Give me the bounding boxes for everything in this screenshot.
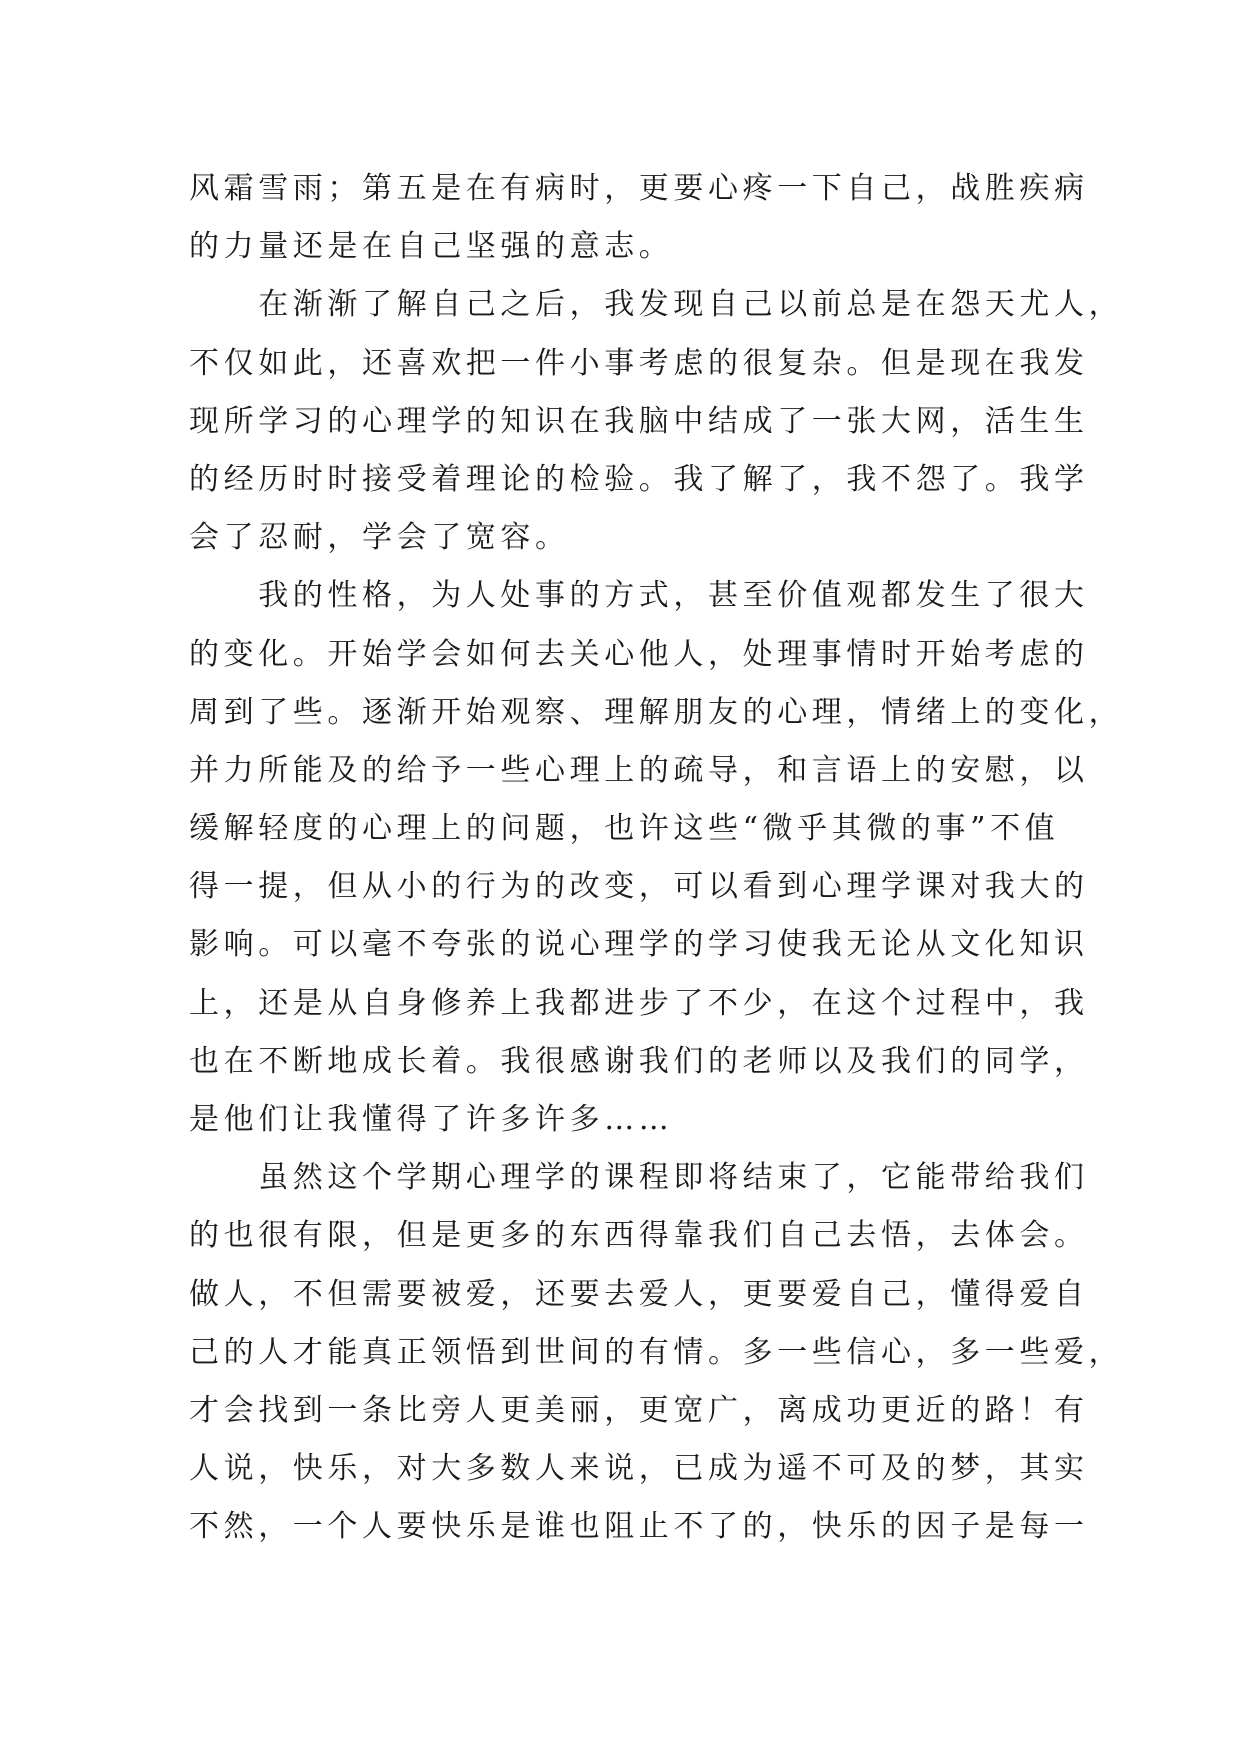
text-line: 上，还是从自身修养上我都进步了不少，在这个过程中，我 (189, 985, 1089, 1021)
text-line: 也在不断地成长着。我很感谢我们的老师以及我们的同学， (189, 1043, 1089, 1079)
text-line: 会了忍耐，学会了宽容。 (189, 520, 570, 556)
text-line: 风霜雪雨；第五是在有病时，更要心疼一下自己，战胜疾病 (189, 171, 1089, 206)
text-line: 并力所能及的给予一些心理上的疏导，和言语上的安慰，以 (189, 752, 1089, 788)
text-line: 是他们让我懂得了许多许多…… (189, 1102, 674, 1137)
text-line: 不仅如此，还喜欢把一件小事考虑的很复杂。但是现在我发 (189, 345, 1089, 381)
text-line: 不然，一个人要快乐是谁也阻止不了的，快乐的因子是每一 (189, 1509, 1089, 1545)
text-line: 虽然这个学期心理学的课程即将结束了，它能带给我们 (189, 1160, 1089, 1196)
text-line: 才会找到一条比旁人更美丽，更宽广，离成功更近的路！有 (189, 1392, 1089, 1428)
text-line: 影响。可以毫不夸张的说心理学的学习使我无论从文化知识 (189, 927, 1089, 963)
text-line: 我的性格，为人处事的方式，甚至价值观都发生了很大 (189, 578, 1089, 614)
text-line: 缓解轻度的心理上的问题，也许这些“微乎其微的事”不值 (189, 811, 1060, 847)
text-line: 己的人才能真正领悟到世间的有情。多一些信心，多一些爱， (189, 1334, 1124, 1370)
text-line: 人说，快乐，对大多数人来说，已成为遥不可及的梦，其实 (189, 1451, 1089, 1487)
text-line: 的力量还是在自己坚强的意志。 (189, 229, 674, 265)
text-line: 周到了些。逐渐开始观察、理解朋友的心理，情绪上的变化， (189, 694, 1124, 730)
text-line: 现所学习的心理学的知识在我脑中结成了一张大网，活生生 (189, 403, 1089, 439)
text-line: 的变化。开始学会如何去关心他人，处理事情时开始考虑的 (189, 636, 1089, 672)
text-line: 的也很有限，但是更多的东西得靠我们自己去悟，去体会。 (189, 1218, 1089, 1254)
text-line: 得一提，但从小的行为的改变，可以看到心理学课对我大的 (189, 869, 1089, 905)
text-line: 做人，不但需要被爱，还要去爱人，更要爱自己，懂得爱自 (189, 1276, 1089, 1312)
text-line: 的经历时时接受着理论的检验。我了解了，我不怨了。我学 (189, 461, 1089, 497)
body-text (189, 160, 1124, 1557)
text-line: 在渐渐了解自己之后，我发现自己以前总是在怨天尤人， (189, 287, 1124, 323)
